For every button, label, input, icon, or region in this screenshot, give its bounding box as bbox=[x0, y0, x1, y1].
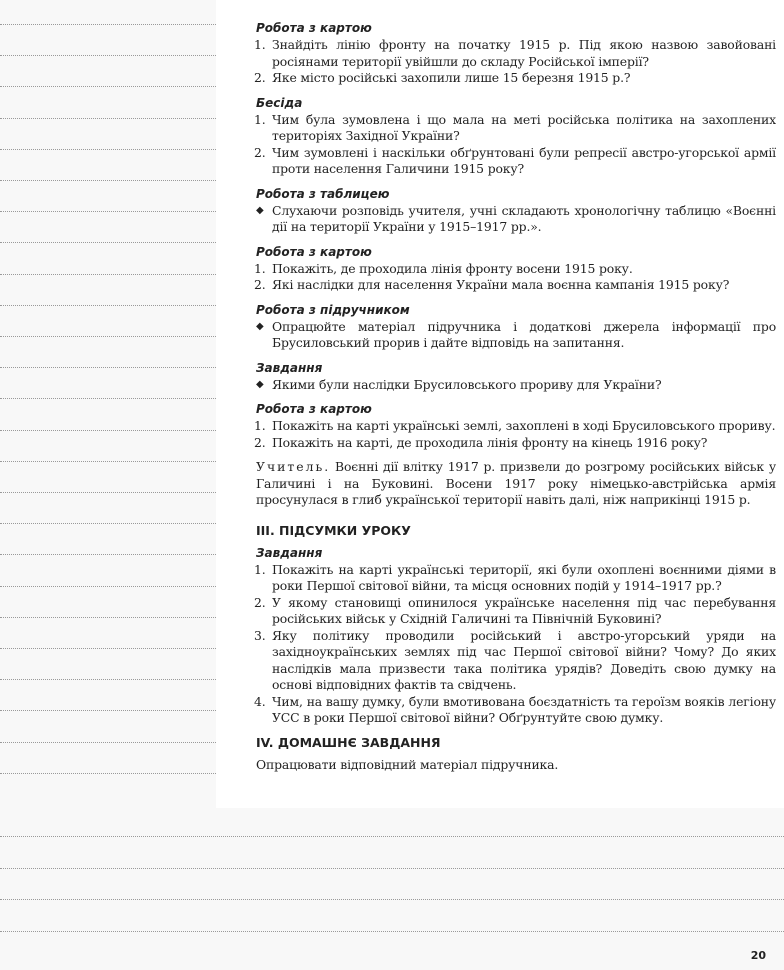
note-line bbox=[0, 773, 216, 774]
note-line bbox=[0, 149, 216, 150]
list-item bbox=[256, 377, 776, 394]
item-text: Покажіть на карті українські території, які були охоплені воєнними діями в роки Першої світової війни, та місця основних подій у 1914–1917 рр.? bbox=[272, 561, 776, 593]
list-item bbox=[256, 319, 776, 352]
item-text: Яку політику проводили російський і австро-угорський уряди на західноукраїнських землях під час Першої світової війни? Чому? До яких наслідків мала призвести така політика урядів? Доведіть свою думку на основі відповідних фактів та свідчень. bbox=[272, 627, 776, 692]
list-item bbox=[256, 694, 776, 727]
bullet-list bbox=[256, 203, 776, 236]
item-number: 1. bbox=[254, 418, 266, 433]
main-text-column bbox=[216, 0, 784, 808]
section-subheading: Робота з картою bbox=[256, 402, 372, 416]
list-item bbox=[256, 277, 776, 294]
numbered-list bbox=[256, 112, 776, 178]
note-line bbox=[0, 180, 216, 181]
numbered-list bbox=[256, 562, 776, 727]
list-item bbox=[256, 203, 776, 236]
note-line bbox=[0, 586, 216, 587]
note-line bbox=[0, 211, 216, 212]
bottom-notes-area bbox=[0, 808, 784, 970]
section-subheading: Завдання bbox=[256, 545, 323, 560]
section-subheading: Робота з таблицею bbox=[256, 186, 390, 201]
item-text: Чим була зумовлена і що мала на меті російська політика на захоплених територіях Західної України? bbox=[272, 111, 776, 143]
item-number: 1. bbox=[254, 37, 266, 52]
note-line bbox=[0, 742, 216, 743]
note-line bbox=[0, 367, 216, 368]
numbered-list bbox=[256, 37, 776, 87]
note-line bbox=[0, 868, 784, 869]
item-text: Знайдіть лінію фронту на початку 1915 р. Під якою назвою завойовані росіянами території увійшли до складу Російської імперії? bbox=[272, 37, 776, 69]
note-line bbox=[0, 242, 216, 243]
note-line bbox=[0, 24, 216, 25]
page-number: 20 bbox=[750, 949, 766, 962]
item-number: 1. bbox=[254, 260, 266, 276]
numbered-list bbox=[256, 418, 776, 451]
note-line bbox=[0, 710, 216, 711]
item-number: 2. bbox=[254, 434, 266, 450]
note-line bbox=[0, 274, 216, 275]
section-heading: IV. ДОМАШНЄ ЗАВДАННЯ bbox=[256, 734, 441, 750]
note-line bbox=[0, 86, 216, 87]
item-number: 2. bbox=[254, 144, 266, 160]
item-text: Чим зумовлені і наскільки обґрунтовані були репресії австро-угорської армії проти населення Галичини 1915 року? bbox=[272, 144, 776, 176]
note-line bbox=[0, 430, 216, 431]
note-line bbox=[0, 648, 216, 649]
item-number: 3. bbox=[254, 627, 266, 643]
item-text: Які наслідки для населення України мала воєнна кампанія 1915 року? bbox=[272, 277, 730, 292]
list-item bbox=[256, 562, 776, 595]
list-item bbox=[256, 261, 776, 278]
note-line bbox=[0, 55, 216, 56]
teacher-paragraph bbox=[256, 459, 776, 509]
item-text: Яке місто російські захопили лише 15 березня 1915 р.? bbox=[272, 70, 631, 85]
teacher-label: Учитель. bbox=[256, 459, 331, 474]
section-subheading: Завдання bbox=[256, 360, 323, 375]
item-text: Покажіть на карті українські землі, захоплені в ході Брусиловського прориву. bbox=[272, 418, 776, 433]
list-item bbox=[256, 435, 776, 452]
section-subheading: Робота з картою bbox=[256, 21, 372, 35]
section-subheading: Бесіда bbox=[256, 95, 303, 110]
note-line bbox=[0, 461, 216, 462]
note-line bbox=[0, 305, 216, 306]
section-subheading: Робота з картою bbox=[256, 244, 372, 259]
item-text: Якими були наслідки Брусиловського прориву для України? bbox=[272, 376, 662, 392]
item-number: 2. bbox=[254, 277, 266, 292]
item-number: 1. bbox=[254, 111, 266, 127]
item-number: 2. bbox=[254, 594, 266, 610]
note-line bbox=[0, 899, 784, 900]
note-line bbox=[0, 836, 784, 837]
note-line bbox=[0, 617, 216, 618]
notes-column bbox=[0, 0, 216, 808]
item-number: 2. bbox=[254, 70, 266, 85]
bullet-list bbox=[256, 377, 776, 394]
list-item bbox=[256, 145, 776, 178]
list-item bbox=[256, 418, 776, 435]
note-line bbox=[0, 679, 216, 680]
numbered-list bbox=[256, 261, 776, 294]
list-item bbox=[256, 112, 776, 145]
diamond-bullet-icon: ◆ bbox=[256, 320, 264, 332]
item-number: 1. bbox=[254, 561, 266, 577]
teacher-text: Воєнні дії влітку 1917 р. призвели до розгрому російських військ у Галичині і на Буковині. Восени 1917 року німецько-австрійська армія просунулася в глиб української території навіть далі, ніж наприкінці 1915 р. bbox=[256, 459, 776, 507]
list-item bbox=[256, 37, 776, 70]
section-heading: III. ПІДСУМКИ УРОКУ bbox=[256, 522, 411, 538]
bullet-list bbox=[256, 319, 776, 352]
list-item bbox=[256, 70, 776, 87]
list-item bbox=[256, 628, 776, 694]
note-line bbox=[0, 398, 216, 399]
homework-text: Опрацювати відповідний матеріал підручника. bbox=[256, 756, 559, 772]
note-line bbox=[0, 554, 216, 555]
item-text: Покажіть, де проходила лінія фронту восени 1915 року. bbox=[272, 260, 633, 276]
item-text: Покажіть на карті, де проходила лінія фронту на кінець 1916 року? bbox=[272, 434, 708, 450]
note-line bbox=[0, 118, 216, 119]
item-text: У якому становищі опинилося українське населення під час перебування російських військ у Східній Галичині та Північній Буковині? bbox=[272, 594, 776, 626]
note-line bbox=[0, 931, 784, 932]
diamond-bullet-icon: ◆ bbox=[256, 378, 264, 390]
diamond-bullet-icon: ◆ bbox=[256, 204, 264, 216]
note-line bbox=[0, 523, 216, 524]
lesson-content bbox=[256, 20, 776, 773]
item-number: 4. bbox=[254, 693, 266, 709]
note-line bbox=[0, 336, 216, 337]
section-subheading: Робота з підручником bbox=[256, 302, 410, 317]
item-text: Опрацюйте матеріал підручника і додаткові джерела інформації про Брусиловський прорив і дайте відповідь на запитання. bbox=[272, 318, 776, 350]
note-line bbox=[0, 492, 216, 493]
list-item bbox=[256, 595, 776, 628]
item-text: Чим, на вашу думку, були вмотивована боєздатність та героїзм вояків легіону УСС в роки Першої світової війни? Обґрунтуйте свою думку. bbox=[272, 693, 776, 725]
item-text: Слухаючи розповідь учителя, учні складають хронологічну таблицю «Воєнні дії на території України у 1915–1917 рр.». bbox=[272, 202, 776, 234]
